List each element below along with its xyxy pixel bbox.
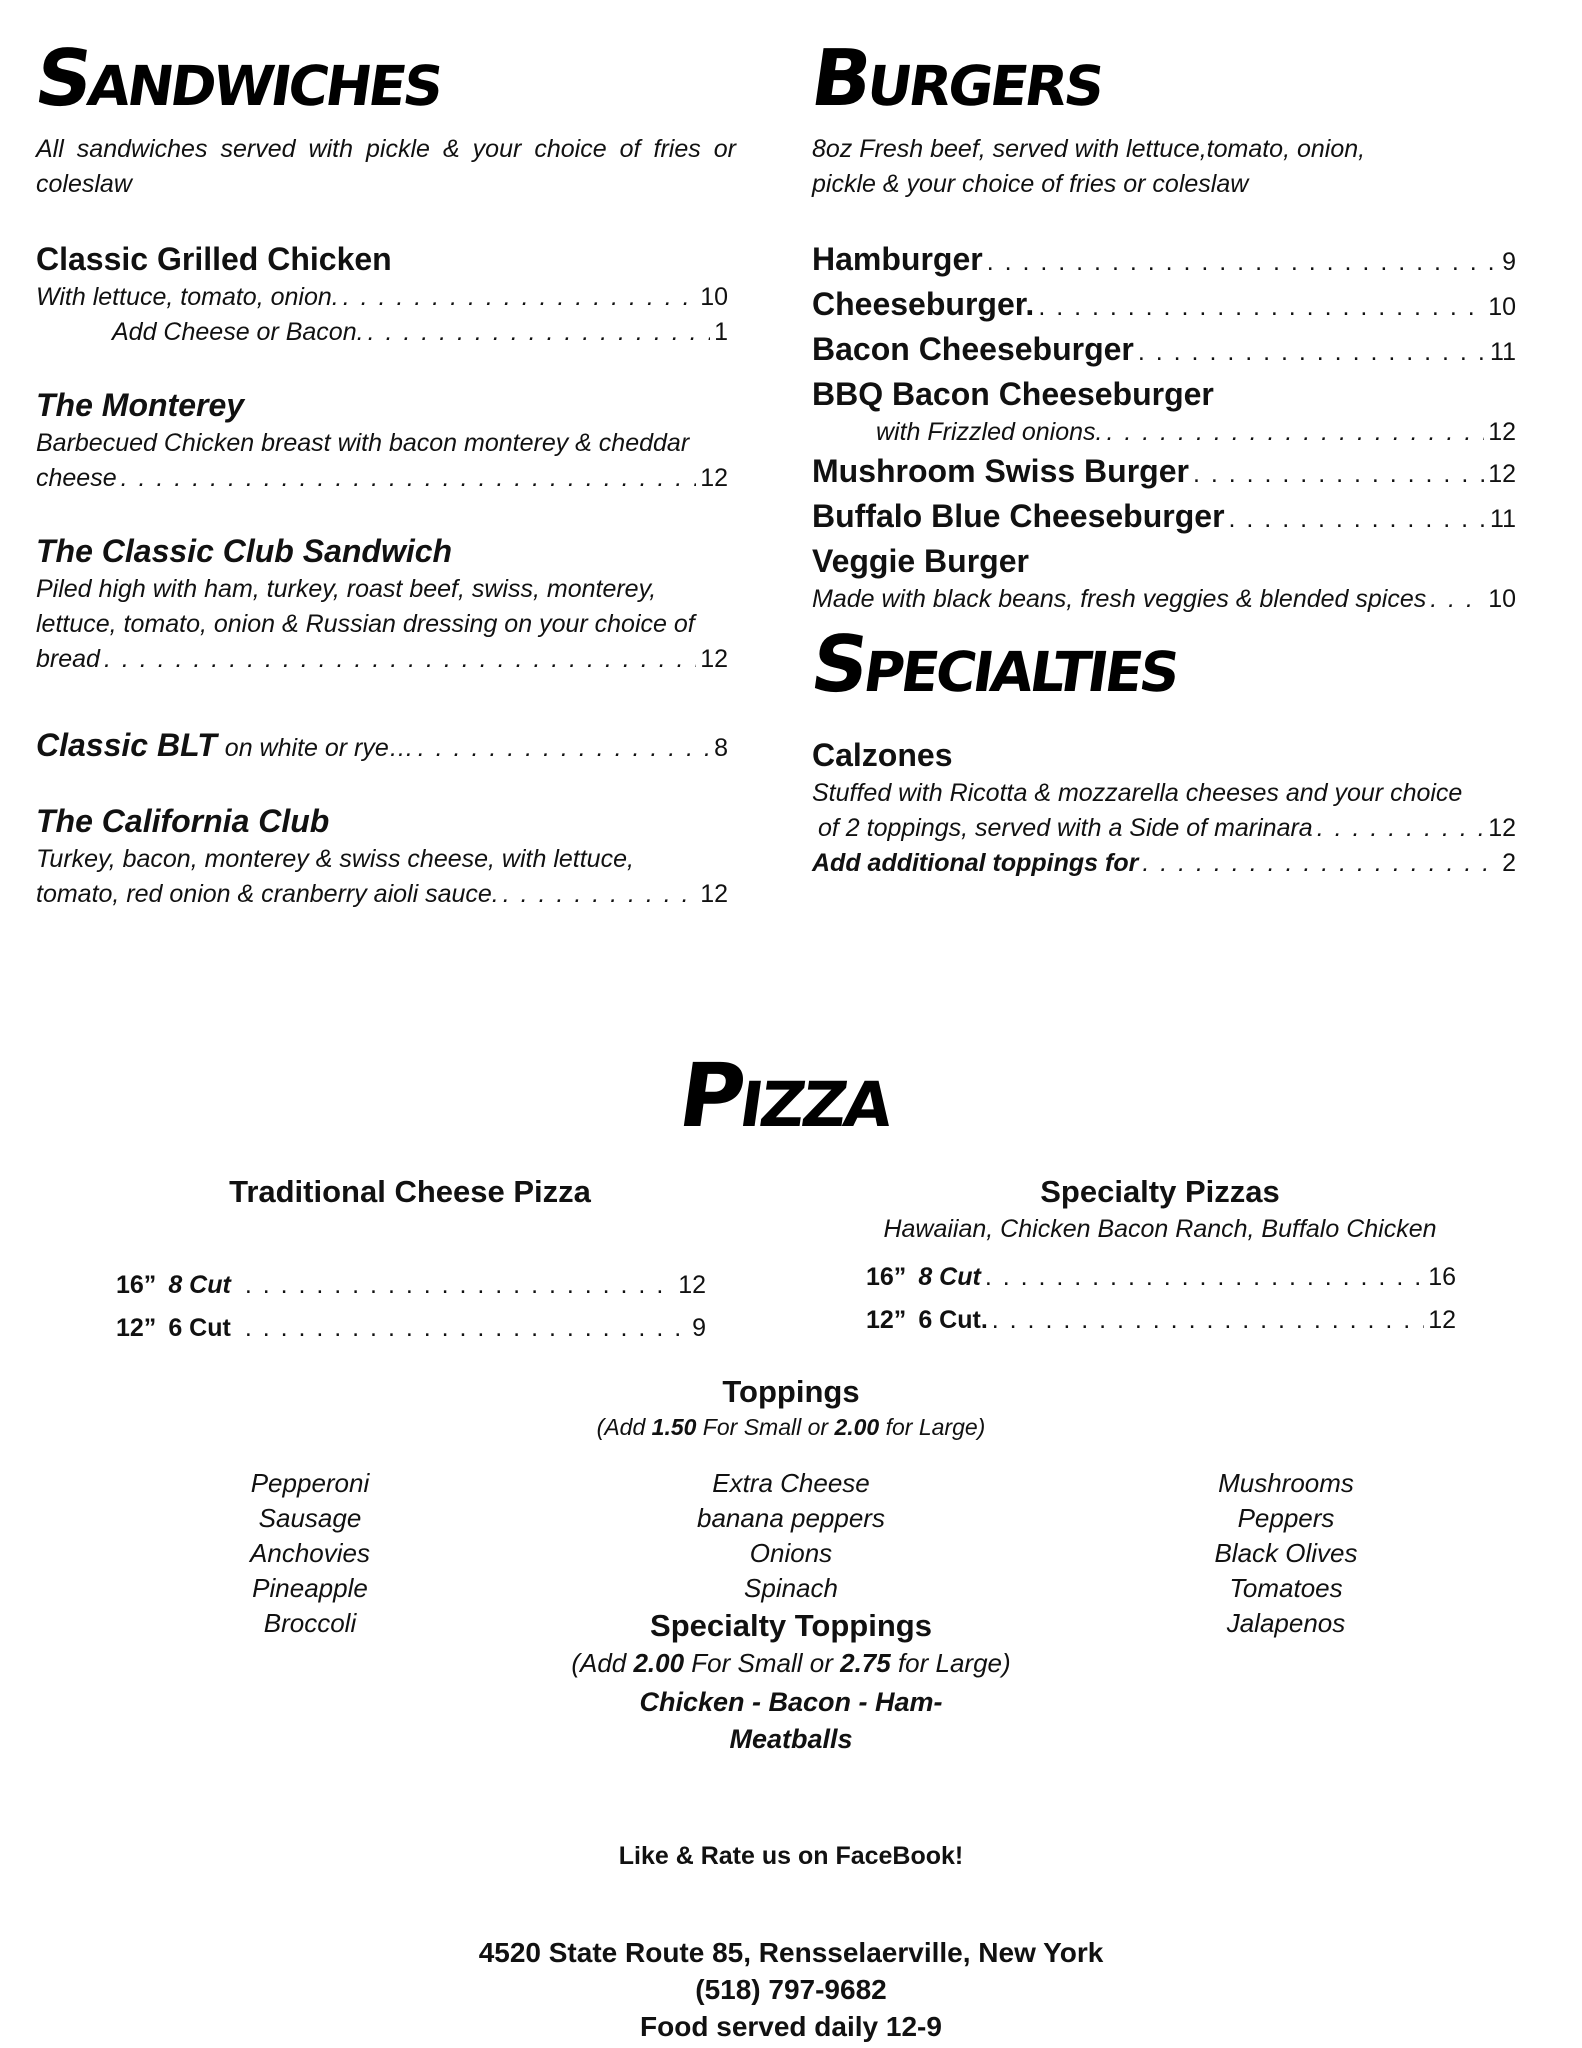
leader-dots xyxy=(368,315,711,350)
item-price: 12 xyxy=(1488,418,1516,446)
veggie-desc-row xyxy=(812,582,1516,617)
toppings-note-pre: (Add xyxy=(596,1414,652,1440)
topping-item: Spinach xyxy=(744,1573,838,1603)
phone-number: (518) 797-9682 xyxy=(695,1974,887,2005)
item-price: 8 xyxy=(714,734,728,762)
specialty-note-pre: (Add xyxy=(571,1648,634,1678)
menu-item-cheeseburger xyxy=(812,283,1516,328)
topping-item: Extra Cheese xyxy=(712,1468,870,1498)
toppings-note-post: for Large) xyxy=(879,1414,986,1440)
addon-text: Add Cheese or Bacon. xyxy=(112,318,364,346)
burgers-intro xyxy=(812,132,1512,202)
item-price: 12 xyxy=(1488,460,1516,488)
topping-item: Black Olives xyxy=(1214,1538,1358,1568)
item-price: 12 xyxy=(700,645,728,673)
topping-item: Anchovies xyxy=(250,1538,370,1568)
item-price: 12 xyxy=(700,464,728,492)
leader-dots xyxy=(503,877,696,912)
specialty-note-mid: For Small or xyxy=(684,1648,841,1678)
topping-item: Sausage xyxy=(258,1503,362,1533)
item-desc: Turkey, bacon, monterey & swiss cheese, with lettuce, xyxy=(36,845,634,873)
leader-dots xyxy=(245,1307,688,1350)
leader-dots xyxy=(1193,453,1484,495)
leader-dots xyxy=(1138,331,1486,373)
leader-dots xyxy=(104,642,696,677)
specialty-toppings-line1: Chicken - Bacon - Ham- xyxy=(639,1687,943,1717)
menu-item-classic-blt xyxy=(36,724,728,766)
menu-item-calzones xyxy=(812,734,1516,881)
item-desc: Piled high with ham, turkey, roast beef, swiss, monterey, xyxy=(36,575,657,603)
topping-item: Onions xyxy=(749,1538,833,1568)
specialty-toppings-line2: Meatballs xyxy=(729,1724,853,1754)
leader-dots xyxy=(1106,415,1484,450)
item-name: Cheeseburger. xyxy=(812,286,1035,322)
toppings-title: Toppings xyxy=(722,1374,860,1409)
item-desc: Barbecued Chicken breast with bacon monterey & cheddar xyxy=(36,429,690,457)
item-name: Buffalo Blue Cheeseburger xyxy=(812,498,1225,534)
burgers-intro-line2: pickle & your choice of fries or coleslaw xyxy=(812,170,1249,198)
bbq-desc-row xyxy=(812,415,1516,450)
contact-block xyxy=(391,1934,1191,2045)
topping-item: Tomatoes xyxy=(1229,1573,1343,1603)
leader-dots xyxy=(245,1264,674,1307)
menu-item-hamburger xyxy=(812,238,1516,283)
item-desc: Stuffed with Ricotta & mozzarella cheeses and your choice xyxy=(812,779,1463,807)
topping-item: Peppers xyxy=(1237,1503,1335,1533)
menu-item-mushroom-swiss xyxy=(812,450,1516,495)
item-name: Bacon Cheeseburger xyxy=(812,331,1134,367)
menu-item-the-monterey xyxy=(36,384,736,496)
item-desc: on white or rye… xyxy=(224,734,414,762)
item-name: Calzones xyxy=(812,737,953,773)
item-desc: With lettuce, tomato, onion. xyxy=(36,283,339,311)
item-price: 12 xyxy=(700,880,728,908)
item-desc-cont: cheese xyxy=(36,464,117,492)
traditional-pizza-sizes xyxy=(116,1264,706,1350)
leader-dots xyxy=(1317,811,1484,846)
leader-dots xyxy=(1142,846,1498,881)
leader-dots xyxy=(985,1256,1424,1299)
item-desc: with Frizzled onions. xyxy=(876,418,1103,446)
item-desc-cont: of 2 toppings, served with a Side of marinara xyxy=(818,814,1313,842)
item-name: Classic BLT xyxy=(36,727,217,763)
toppings-large-price: 2.00 xyxy=(834,1414,880,1440)
burgers-intro-line1: 8oz Fresh beef, served with lettuce,tomato, onion, xyxy=(812,135,1366,163)
topping-item: Mushrooms xyxy=(1218,1468,1354,1498)
item-price: 10 xyxy=(1488,585,1516,613)
item-name: Mushroom Swiss Burger xyxy=(812,453,1189,489)
cut-label: 6 Cut xyxy=(168,1314,231,1342)
menu-item-california-club xyxy=(36,800,736,912)
topping-item: banana peppers xyxy=(697,1503,885,1533)
item-price: 11 xyxy=(1490,338,1516,366)
item-name: The Classic Club Sandwich xyxy=(36,533,453,569)
leader-dots xyxy=(343,280,696,315)
leader-dots xyxy=(1229,498,1487,540)
menu-item-veggie-burger: Veggie Burger xyxy=(812,543,1029,579)
specialty-toppings-title: Specialty Toppings xyxy=(650,1608,932,1643)
specialty-pizza-sizes xyxy=(866,1256,1456,1342)
size-row xyxy=(116,1264,706,1307)
address: 4520 State Route 85, Rensselaerville, New York xyxy=(478,1937,1104,1968)
menu-item-classic-grilled-chicken xyxy=(36,238,728,350)
item-price: 10 xyxy=(700,283,728,311)
size-label: 16” xyxy=(866,1263,907,1291)
leader-dots xyxy=(992,1299,1424,1342)
sandwiches-heading: Sandwiches xyxy=(29,34,448,124)
traditional-pizza-title: Traditional Cheese Pizza xyxy=(229,1174,591,1209)
burger-list xyxy=(812,238,1516,617)
size-label: 12” xyxy=(116,1314,157,1342)
size-label: 12” xyxy=(866,1306,907,1334)
item-name: Hamburger xyxy=(812,241,983,277)
item-name: The California Club xyxy=(36,803,330,839)
menu-item-classic-club xyxy=(36,530,736,677)
specialty-toppings-note xyxy=(491,1648,1091,1679)
cut-label: 8 Cut xyxy=(918,1263,981,1291)
specialty-toppings-list xyxy=(541,1684,1041,1758)
additional-toppings-label: Add additional toppings for xyxy=(812,849,1139,877)
item-desc-cont: tomato, red onion & cranberry aioli sauce. xyxy=(36,880,499,908)
menu-item-bbq-bacon-cheeseburger: BBQ Bacon Cheeseburger xyxy=(812,376,1214,412)
size-row xyxy=(116,1307,706,1350)
toppings-column-1 xyxy=(160,1466,460,1641)
menu-item-buffalo-blue xyxy=(812,495,1516,540)
item-name: Classic Grilled Chicken xyxy=(36,241,392,277)
size-price: 12 xyxy=(1428,1306,1456,1334)
leader-dots xyxy=(418,731,710,766)
additional-toppings-price: 2 xyxy=(1502,849,1516,877)
item-desc-cont: lettuce, tomato, onion & Russian dressing on your choice of xyxy=(36,610,695,638)
specialty-pizzas-title: Specialty Pizzas xyxy=(1040,1174,1280,1209)
hours: Food served daily 12-9 xyxy=(640,2011,942,2042)
toppings-note xyxy=(491,1414,1091,1441)
topping-item: Pineapple xyxy=(252,1573,368,1603)
item-price: 11 xyxy=(1490,505,1516,533)
leader-dots xyxy=(1038,286,1484,328)
item-price: 12 xyxy=(1488,814,1516,842)
item-price: 10 xyxy=(1488,293,1516,321)
specialty-note-post: for Large) xyxy=(890,1648,1011,1678)
sandwiches-intro: All sandwiches served with pickle & your choice of fries or coleslaw xyxy=(36,135,736,198)
cut-label: 8 Cut xyxy=(168,1271,231,1299)
addon-price: 1 xyxy=(714,318,728,346)
topping-item: Pepperoni xyxy=(250,1468,370,1498)
toppings-column-2 xyxy=(641,1466,941,1606)
size-row xyxy=(866,1299,1456,1342)
size-row xyxy=(866,1256,1456,1299)
specialty-large-price: 2.75 xyxy=(840,1648,891,1678)
topping-item: Jalapenos xyxy=(1226,1608,1346,1638)
size-price: 12 xyxy=(678,1271,706,1299)
cut-label: 6 Cut. xyxy=(918,1306,988,1334)
item-desc: Made with black beans, fresh veggies & blended spices xyxy=(812,585,1427,613)
pizza-heading: Pizza xyxy=(672,1044,898,1147)
specialty-small-price: 2.00 xyxy=(633,1648,685,1678)
size-price: 16 xyxy=(1428,1263,1456,1291)
item-price: 9 xyxy=(1502,248,1516,276)
size-price: 9 xyxy=(692,1314,706,1342)
topping-item: Broccoli xyxy=(263,1608,357,1638)
specialties-heading: Specialties xyxy=(805,620,1184,710)
toppings-column-3 xyxy=(1136,1466,1436,1641)
item-name: The Monterey xyxy=(36,387,245,423)
specialty-pizzas-varieties: Hawaiian, Chicken Bacon Ranch, Buffalo Chicken xyxy=(883,1215,1437,1243)
leader-dots xyxy=(987,241,1498,283)
size-label: 16” xyxy=(116,1271,157,1299)
menu-item-bacon-cheeseburger xyxy=(812,328,1516,373)
leader-dots xyxy=(1430,582,1484,617)
toppings-note-mid: For Small or xyxy=(696,1414,835,1440)
toppings-small-price: 1.50 xyxy=(651,1414,697,1440)
item-desc-cont: bread xyxy=(36,645,100,673)
leader-dots xyxy=(121,461,697,496)
facebook-callout: Like & Rate us on FaceBook! xyxy=(618,1842,964,1870)
burgers-heading: Burgers xyxy=(805,34,1109,124)
